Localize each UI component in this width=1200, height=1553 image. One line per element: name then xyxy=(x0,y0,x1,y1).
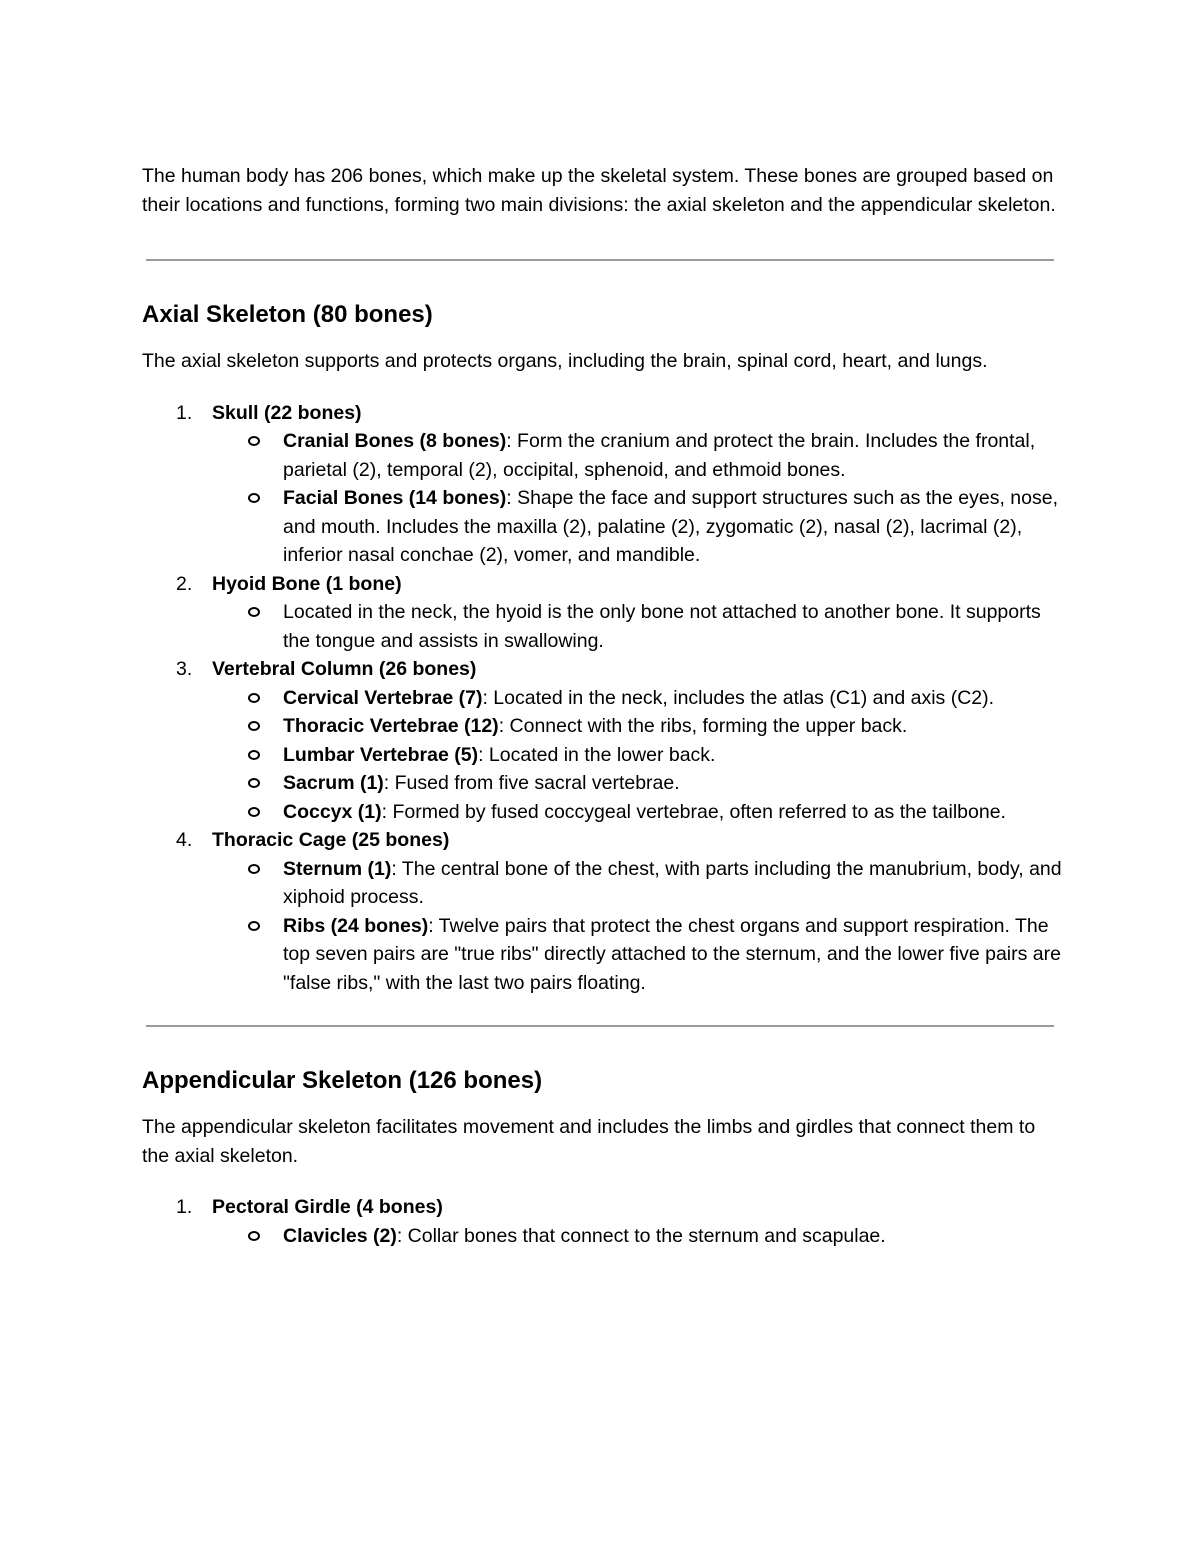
sub-item-term: Sternum (1) xyxy=(283,857,392,880)
sub-list-item xyxy=(212,684,1062,713)
list-item xyxy=(142,399,1062,570)
document-page xyxy=(142,162,1062,1250)
sub-item-term: Sacrum (1) xyxy=(283,772,384,794)
sub-item-text: : Located in the lower back. xyxy=(478,743,716,766)
sub-item-term: Coccyx (1) xyxy=(283,800,382,823)
list-number: 1. xyxy=(176,401,193,424)
horizontal-divider xyxy=(146,259,1054,261)
list-item xyxy=(142,1193,1062,1250)
sub-item-text: : Twelve pairs that protect the chest organs and support respiration. The top seven pairs are "true ribs" directly attached to the sternum, and the lower five pairs are "false ribs," with the last two pairs floating. xyxy=(283,914,1061,994)
sub-item-text: : Form the cranium and protect the brain. Includes the frontal, parietal (2), temporal (2), occipital, sphenoid, and ethmoid bones. xyxy=(283,430,1036,481)
sub-list-item xyxy=(212,484,1062,570)
sub-item-term: Thoracic Vertebrae (12) xyxy=(283,715,499,737)
list-item-title: Vertebral Column (26 bones) xyxy=(212,658,477,680)
sub-item-text: : Connect with the ribs, forming the upper back. xyxy=(498,715,908,737)
sub-item-text: : Shape the face and support structures such as the eyes, nose, and mouth. Includes the maxilla (2), palatine (2), zygomatic (2), nasal (2), lacrimal (2), inferior nasal conchae (2), vomer, and mandible. xyxy=(283,487,1058,566)
sub-item-text: : Collar bones that connect to the sternum and scapulae. xyxy=(396,1224,886,1247)
list-item xyxy=(142,655,1062,826)
axial-description: The axial skeleton supports and protects organs, including the brain, spinal cord, heart, and lungs. xyxy=(142,350,988,372)
sub-item-term: Lumbar Vertebrae (5) xyxy=(283,743,479,766)
axial-list xyxy=(142,399,1062,998)
sub-item-text: : Formed by fused coccygeal vertebrae, often referred to as the tailbone. xyxy=(381,800,1006,823)
list-item-title: Pectoral Girdle (4 bones) xyxy=(212,1196,443,1218)
horizontal-divider xyxy=(146,1025,1054,1027)
sub-list-item xyxy=(212,1222,1062,1251)
sub-list-item xyxy=(212,712,1062,741)
sub-list-item xyxy=(212,741,1062,770)
list-item xyxy=(142,826,1062,997)
list-item-title: Thoracic Cage (25 bones) xyxy=(212,829,450,851)
sub-item-term: Cranial Bones (8 bones) xyxy=(283,430,507,452)
list-number: 2. xyxy=(176,572,193,595)
sub-list-item xyxy=(212,427,1062,484)
list-number: 3. xyxy=(176,658,193,680)
list-item xyxy=(142,570,1062,656)
appendicular-description: The appendicular skeleton facilitates movement and includes the limbs and girdles that connect them to the axial skeleton. xyxy=(142,1116,1036,1167)
list-number: 4. xyxy=(176,829,193,851)
axial-heading: Axial Skeleton (80 bones) xyxy=(142,301,433,328)
sub-item-term: Clavicles (2) xyxy=(283,1224,397,1247)
sub-list-item xyxy=(212,798,1062,827)
appendicular-heading: Appendicular Skeleton (126 bones) xyxy=(142,1067,543,1094)
sub-list-item xyxy=(212,598,1062,655)
sub-list-item xyxy=(212,769,1062,798)
sub-item-text: Located in the neck, the hyoid is the only bone not attached to another bone. It supports the tongue and assists in swallowing. xyxy=(283,601,1041,652)
sub-list-item xyxy=(212,912,1062,998)
intro-paragraph: The human body has 206 bones, which make up the skeletal system. These bones are grouped based on their locations and functions, forming two main divisions: the axial skeleton and the appendicular skeleton. xyxy=(142,165,1056,216)
appendicular-list xyxy=(142,1193,1062,1250)
list-item-title: Hyoid Bone (1 bone) xyxy=(212,572,402,595)
sub-list-item xyxy=(212,855,1062,912)
list-item-title: Skull (22 bones) xyxy=(212,401,362,424)
sub-item-term: Cervical Vertebrae (7) xyxy=(283,686,483,709)
list-number: 1. xyxy=(176,1196,193,1218)
sub-item-term: Facial Bones (14 bones) xyxy=(283,487,507,509)
sub-item-text: : The central bone of the chest, with parts including the manubrium, body, and xiphoid process. xyxy=(283,857,1062,908)
sub-item-text: : Located in the neck, includes the atlas (C1) and axis (C2). xyxy=(482,686,995,709)
sub-item-text: : Fused from five sacral vertebrae. xyxy=(383,772,680,794)
sub-item-term: Ribs (24 bones) xyxy=(283,914,429,937)
